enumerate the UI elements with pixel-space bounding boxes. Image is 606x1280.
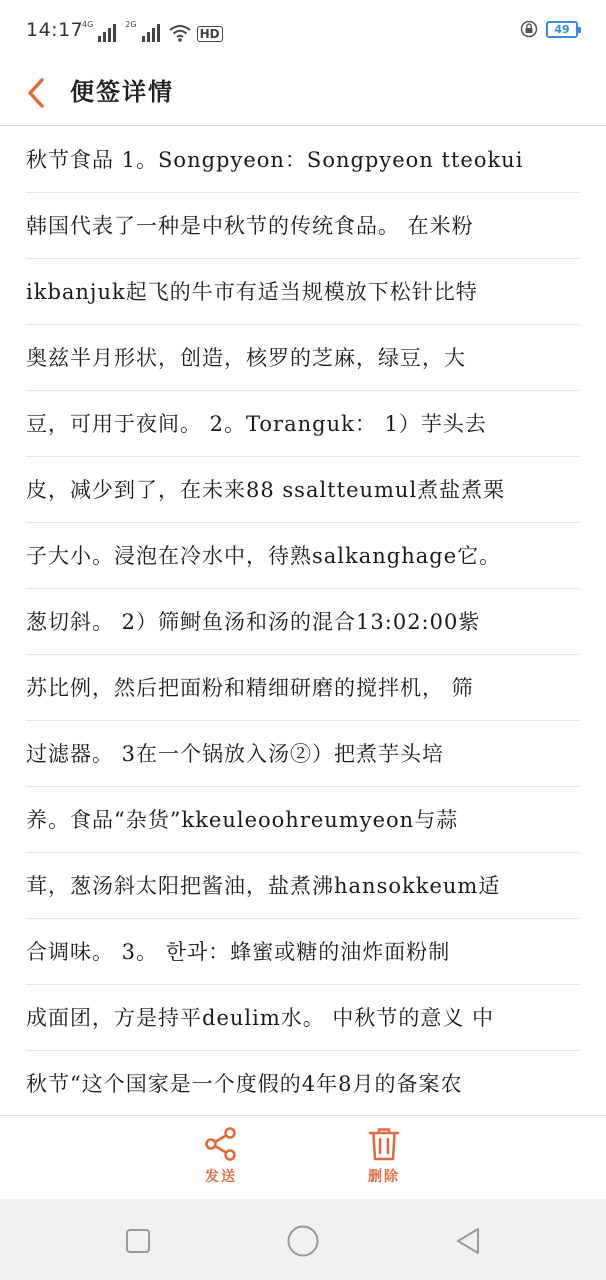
battery-icon: 49 xyxy=(546,21,578,38)
network-4g-label: 4G xyxy=(82,20,94,29)
send-button[interactable] xyxy=(181,1126,261,1192)
note-line: 合调味。 3。 한과：蜂蜜或糖的油炸面粉制 xyxy=(26,919,580,985)
delete-label: 删除 xyxy=(368,1169,400,1185)
header xyxy=(0,62,606,126)
action-bar xyxy=(0,1115,606,1199)
circle-icon xyxy=(286,1224,320,1258)
note-line: 葱切斜。 2）筛鲥鱼汤和汤的混合13:02:00紫 xyxy=(26,589,580,655)
note-line: 秋节食品 1。Songpyeon：Songpyeon tteokui xyxy=(26,127,580,193)
note-line: 奥兹半月形状，创造，核罗的芝麻，绿豆，大 xyxy=(26,325,580,391)
share-icon xyxy=(203,1126,239,1162)
status-time: 14:17 xyxy=(26,19,84,41)
note-content[interactable] xyxy=(26,127,580,1115)
note-line: 成面团，方是持平deulim水。 中秋节的意义 中 xyxy=(26,985,580,1051)
chevron-left-icon xyxy=(27,78,45,108)
delete-button[interactable] xyxy=(344,1126,424,1192)
triangle-back-icon xyxy=(453,1226,483,1256)
system-back-button[interactable] xyxy=(448,1221,488,1261)
recent-apps-button[interactable] xyxy=(118,1221,158,1261)
note-line: 养。食品“杂货”kkeuleoohreumyeon与蒜 xyxy=(26,787,580,853)
page-title: 便签详情 xyxy=(70,77,174,106)
hd-icon: HD xyxy=(197,26,223,42)
network-2g-label: 2G xyxy=(125,20,137,29)
status-bar xyxy=(0,0,606,62)
note-line: 韩国代表了一种是中秋节的传统食品。 在米粉 xyxy=(26,193,580,259)
status-right xyxy=(520,20,578,38)
note-line: 过滤器。 3在一个锅放入汤②）把煮芋头培 xyxy=(26,721,580,787)
square-icon xyxy=(125,1228,151,1254)
wifi-icon xyxy=(169,24,191,42)
note-line: 苏比例，然后把面粉和精细研磨的搅拌机， 筛 xyxy=(26,655,580,721)
note-line: 茸，葱汤斜太阳把酱油，盐煮沸hansokkeum适 xyxy=(26,853,580,919)
signal-icon-2 xyxy=(142,24,160,42)
system-nav-bar xyxy=(0,1199,606,1280)
status-icons xyxy=(82,20,223,42)
note-line: 豆，可用于夜间。 2。Toranguk： 1）芋头去 xyxy=(26,391,580,457)
home-button[interactable] xyxy=(283,1221,323,1261)
send-label: 发送 xyxy=(205,1169,237,1185)
rotation-lock-icon xyxy=(520,20,538,38)
trash-icon xyxy=(366,1126,402,1162)
note-line: 子大小。浸泡在冷水中，待熟salkanghage它。 xyxy=(26,523,580,589)
note-line: 秋节“这个国家是一个度假的4年8月的备案农 xyxy=(26,1051,580,1115)
back-button[interactable] xyxy=(20,70,52,116)
note-line: ikbanjuk起飞的牛市有适当规模放下松针比特 xyxy=(26,259,580,325)
note-line: 皮，减少到了，在未来88 ssaltteumul煮盐煮栗 xyxy=(26,457,580,523)
signal-icon xyxy=(98,24,116,42)
